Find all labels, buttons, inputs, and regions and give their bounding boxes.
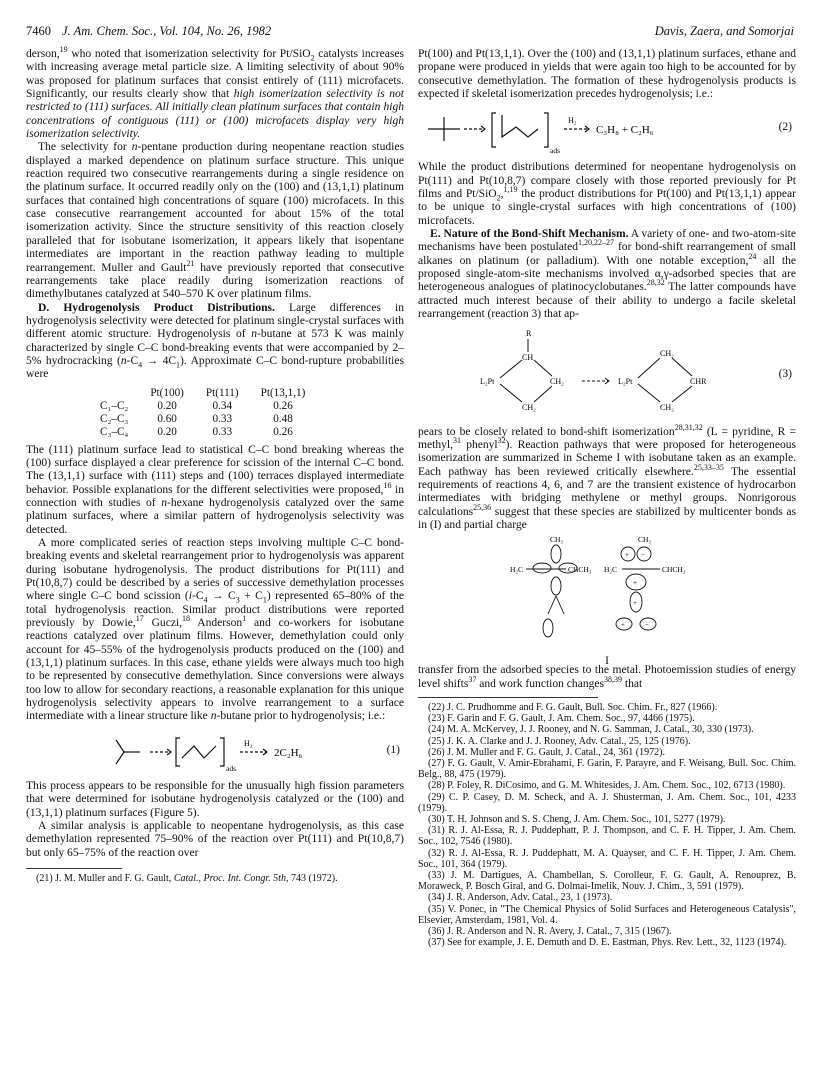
svg-text:−: − bbox=[641, 551, 645, 560]
equation-1 bbox=[26, 730, 404, 774]
reference: (29) C. P. Casey, D. M. Scheck, and A. J. Shusterman, J. Am. Chem. Soc., 101, 4233 (1979). bbox=[418, 791, 796, 814]
ch2-label: CH₂ bbox=[550, 376, 564, 386]
reference: (34) J. R. Anderson, Adv. Catal., 23, 1 (1973). bbox=[428, 892, 613, 904]
reference: (30) T. H. Johnson and S. S. Cheng, J. Am. Chem. Soc., 101, 5277 (1979). bbox=[428, 813, 726, 825]
column-header: Pt(111) bbox=[205, 386, 239, 399]
paragraph: While the product distributions determined for neopentane hydrogenolysis on Pt(111) and Pt(10,8,7) compare closely with those reported previously for Pt films and Pt/SiO$_2$,$^{1,19}$ the product distributions for Pt(100) and Pt(13,1,1) appear to be unique to single-crystal surfaces with high concentrations of (100) microfacets. bbox=[418, 161, 796, 227]
section-e-paragraph: E. Nature of the Bond-Shift Mechanism. A variety of one- and two-atom-site mechanisms have been postulated$^{1,20,22-27}$ for bond-shift rearrangement of small alkanes on platinum (or palladium). With one notable exception,$^{24}$ all the proposed single-atom-site mechanisms involved α,γ-adsorbed species that are heterogeneous analogues of platinocyclobutanes.$^{28,32}$ The latter compounds have attracted much interest because of their ability to undergo a facile skeletal rearrangement (reaction 3) that ap- bbox=[418, 228, 797, 321]
reference: (25) J. K. A. Clarke and J. J. Rooney, Adv. Catal., 25, 125 (1976). bbox=[428, 735, 691, 747]
platinocyclobutane-structure bbox=[418, 328, 796, 420]
chch3-label: CHCH₃ bbox=[662, 565, 686, 575]
structure-I-drawing bbox=[418, 532, 796, 650]
reference: (23) F. Garin and F. G. Gault, J. Am. Chem. Soc., 97, 4466 (1975). bbox=[428, 713, 695, 725]
svg-text:+: + bbox=[625, 551, 629, 560]
chr-label: CHR bbox=[690, 376, 707, 386]
equation-3 bbox=[418, 328, 796, 420]
h2-label: H₂ bbox=[568, 116, 577, 126]
product-label: C₃H₈ + C₂H₆ bbox=[596, 124, 654, 137]
l2pt-label: L₂Pt bbox=[618, 376, 633, 386]
reference: (28) P. Foley, R. DiCosimo, and G. M. Whitesides, J. Am. Chem. Soc., 102, 6713 (1980). bbox=[428, 780, 786, 792]
reference: (36) J. R. Anderson and N. R. Avery, J. Catal., 7, 315 (1967). bbox=[428, 926, 672, 937]
l2pt-label: L₂Pt bbox=[480, 376, 495, 386]
reference: (33) J. M. Dartigues, A. Chambellan, S. Corolleur, F. G. Gault, A. Renouprez, B. Moraweck, P. Bosch Giral, and G. Dolmai-Imelik, Nouv. J. Chim., 3, 591 (1979). bbox=[418, 869, 796, 893]
running-authors: Davis, Zaera, and Somorjai bbox=[654, 24, 794, 38]
journal-citation: J. Am. Chem. Soc., Vol. 104, No. 26, 1982 bbox=[62, 24, 272, 38]
paragraph: A similar analysis is applicable to neopentane hydrogenolysis, as this case demethylation represented 75–90% of the reaction over Pt(111) and Pt(10,8,7) but only 65–75% of the reaction over bbox=[26, 819, 404, 859]
running-header bbox=[26, 24, 794, 40]
paragraph: The selectivity for n-pentane production during neopentane reaction studies displayed a marked dependence on platinum surface structure. This unique reaction required two consecutive rearrangements during a single residence on the platinum surface. It occurred readily only on the (100) and (13,1,1) platinum surfaces that contained high concentrations of square (100) microfacets. In this case consecutive rearrangement accounted for about 15% of the total isomerization activity. Since the structure sensitivity of this reaction closely paralleled that for isobutane isomerization, it appears likely that isopentane intermediates are important in the reaction pathway leading to multiple rearrangement. Muller and Gault$^{21}$ have previously reported that consecutive rearrangements take place readily during isomerization reactions of dimethylbutanes catalyzed at 540–570 K over platinum films. bbox=[26, 141, 404, 301]
svg-text:−: − bbox=[645, 621, 649, 630]
ch2-label: CH₂ bbox=[522, 402, 536, 412]
left-column bbox=[26, 45, 405, 884]
reference: (22) J. C. Prudhomme and F. G. Gault, Bull. Soc. Chim. Fr., 827 (1966). bbox=[428, 701, 718, 713]
reference: (26) J. M. Muller and F. G. Gault, J. Catal., 24, 361 (1972). bbox=[428, 746, 665, 758]
section-heading: E. Nature of the Bond-Shift Mechanism. bbox=[430, 228, 629, 241]
paragraph: Pt(100) and Pt(13,1,1). Over the (100) and (13,1,1) platinum surfaces, ethane and propane were produced in yields that were again too high to be accounted for by consecutive demethylation. The formation of these hydrogenolysis products is expected if skeletal isomerization precedes hydrogenolysis; i.e.: bbox=[418, 48, 796, 101]
references-list bbox=[418, 702, 796, 948]
page-number: 7460 bbox=[26, 24, 51, 38]
table-row: C₃–C₄ 0.20 0.33 0.26 bbox=[100, 425, 293, 438]
section-d-paragraph: D. Hydrogenolysis Product Distributions. Large differences in hydrogenolysis selectivity were detected for platinum single-crystal surfaces with different atomic structure. Hydrogenolysis of n-butane at 573 K was mainly characterized by single C–C bond-breaking events that were accompanied by 2–5% hydrocracking $(n-C_4 \to 4C_1)$. Approximate C–C bond-rupture probabilities were bbox=[26, 301, 405, 381]
equation-number: (2) bbox=[778, 121, 792, 134]
svg-text:+: + bbox=[633, 579, 637, 588]
paragraph: This process appears to be responsible for the unusually high fission parameters that were determined for isobutane hydrogenolysis catalyzed or the (100) and (13,1,1) platinum surfaces (Figure 5). bbox=[26, 779, 404, 819]
table-row: C₁–C₂ 0.20 0.34 0.26 bbox=[100, 399, 293, 412]
paragraph: transfer from the adsorbed species to the metal. Photoemission studies of energy level shifts$^{37}$ and work function changes$^{38,39}$ that bbox=[418, 664, 796, 690]
product-label: 2C₂H₆ bbox=[274, 746, 303, 759]
ch2-label: CH₂ bbox=[660, 402, 674, 412]
reference: (27) F. G. Gault, V. Amir-Ebrahami, F. Garin, F. Parayre, and F. Weisang, Bull. Soc. Chim. Belg., 88, 475 (1979). bbox=[418, 757, 796, 781]
equation-2-structure bbox=[418, 107, 796, 155]
svg-text:+: + bbox=[621, 621, 625, 630]
table-header-row bbox=[100, 387, 327, 400]
footnote-rule bbox=[418, 697, 598, 698]
equation-2 bbox=[418, 107, 796, 155]
paragraph: derson,$^{19}$ who noted that isomerization selectivity for Pt/SiO$_2$ catalysts increases with increasing average metal particle size. A limiting selectivity of about 90% was proposed for platinum surfaces that consist entirely of (111) microfacets. Significantly, our results clearly show that high isomerization selectivity is not restricted to (111) surfaces. All initially clean platinum surfaces that contain high concentrations of contiguous (111) or (100) microfacets display very high isomerization selectivity. bbox=[26, 45, 404, 141]
equation-number: (1) bbox=[386, 743, 400, 756]
h2-label: H₂ bbox=[244, 738, 253, 748]
ads-label: ads bbox=[550, 146, 560, 156]
reference: (35) V. Ponec, in "The Chemical Physics of Solid Surfaces and Heterogeneous Catalysis", Elsevier, Amsterdam, 1981, Vol. 4. bbox=[418, 903, 796, 926]
ch-label: CH bbox=[522, 352, 534, 362]
equation-number: (3) bbox=[778, 367, 792, 380]
chch3-label: CHCH₃ bbox=[568, 565, 592, 575]
table-row: C₂–C₃ 0.60 0.33 0.48 bbox=[100, 412, 293, 425]
reference: (37) See for example, J. E. Demuth and D. E. Eastman, Phys. Rev. Lett., 32, 1123 (1974). bbox=[428, 937, 787, 949]
footnote-rule bbox=[26, 868, 122, 869]
ch3-label: CH₃ bbox=[550, 535, 564, 545]
reference: (24) M. A. McKervey, J. J. Rooney, and N. G. Samman, J. Catal., 30, 330 (1973). bbox=[428, 724, 754, 736]
paragraph: pears to be closely related to bond-shift isomerization$^{28,31,32}$ (L = pyridine, R = methyl,$^{31}$ phenyl$^{32}$). Reaction pathways that were proposed for heterogeneous isomerization are summarized in Scheme I with isobutane taken as an example. Each pathway has been reviewed critically elsewhere.$^{25,33-35}$ The essential requirements of reactions 4, 6, and 7 are the transient existence of hydrocarbon intermediates with bridging methylene or methyl groups. Nonrigorous calculations$^{25,36}$ suggest that these species are stabilized by multicenter bonds as in (I) and partial charge bbox=[418, 422, 796, 531]
ch2-label: CH₂ bbox=[660, 348, 674, 358]
reference: (31) R. J. Al-Essa, R. J. Puddephatt, P. J. Thompson, and C. F. H. Tipper, J. Am. Chem. Soc., 102, 7546 (1980). bbox=[418, 825, 796, 848]
column-header: Pt(13,1,1) bbox=[260, 386, 306, 399]
h2c-label: H₂C bbox=[510, 565, 524, 575]
bond-rupture-table bbox=[100, 387, 327, 439]
ch3-label: CH₃ bbox=[638, 535, 652, 545]
column-header: Pt(100) bbox=[150, 386, 184, 399]
equation-1-structure bbox=[26, 730, 404, 774]
ads-label: ads bbox=[226, 763, 236, 773]
r-label: R bbox=[526, 328, 532, 338]
structure-label: I bbox=[605, 654, 609, 667]
right-column bbox=[418, 48, 796, 948]
reference: (32) R. J. Al-Essa, R. J. Puddephatt, M. A. Quayser, and C. F. H. Tipper, J. Am. Chem. Soc., 101, 364 (1979). bbox=[418, 847, 796, 870]
svg-text:+: + bbox=[633, 599, 637, 608]
paragraph: The (111) platinum surface lead to statistical C–C bond breaking whereas the (100) surface displayed a clear preference for scission of the internal C–C bond. The (13,1,1) surface with (111) steps and (100) terraces displayed intermediate behavior. Possible explanations for the different selectivities were proposed,$^{16}$ in connection with studies of n-hexane hydrogenolysis catalyzed over the same platinum surfaces, where a similar pattern of hydrogenolysis selectivity was detected. bbox=[26, 443, 405, 536]
h2c-label: H₂C bbox=[604, 565, 618, 575]
structure-I bbox=[418, 532, 796, 667]
paragraph: A more complicated series of reaction steps involving multiple C–C bond-breaking events and skeletal rearrangement prior to hydrogenolysis was apparent during isobutane hydrogenolysis. The product distributions for Pt(111) and Pt(10,8,7) could be described by a series of successive demethylation processes where single C–C bond scission $(i-C_4 \to C_3 + C_1)$ represented 65–80% of the total hydrogenolysis reaction. Similar product distributions were reported previously by Dowie,$^{17}$ Guczi,$^{18}$ Anderson$^1$ and co-workers for isobutane reactions catalyzed over platinum films. However, demethylation could only account for 45–55% of the hydrogenolysis products produced on the (100) and (13,1,1) platinum surfaces. In this case, ethane yields were always much too high to be represented by consecutive demethylation. Since conversions were always too low to allow for secondary reactions, a reasonable explanation for this unique hydrogenolysis selectivity appears to involve rearrangement to a surface intermediate with a linear structure like n-butane prior to hydrogenolysis; i.e.: bbox=[26, 537, 404, 723]
footnote-21: (21) J. M. Muller and F. G. Gault, Catal., Proc. Int. Congr. 5th, 743 (1972). bbox=[36, 872, 338, 884]
section-heading: D. Hydrogenolysis Product Distributions. bbox=[38, 301, 275, 314]
